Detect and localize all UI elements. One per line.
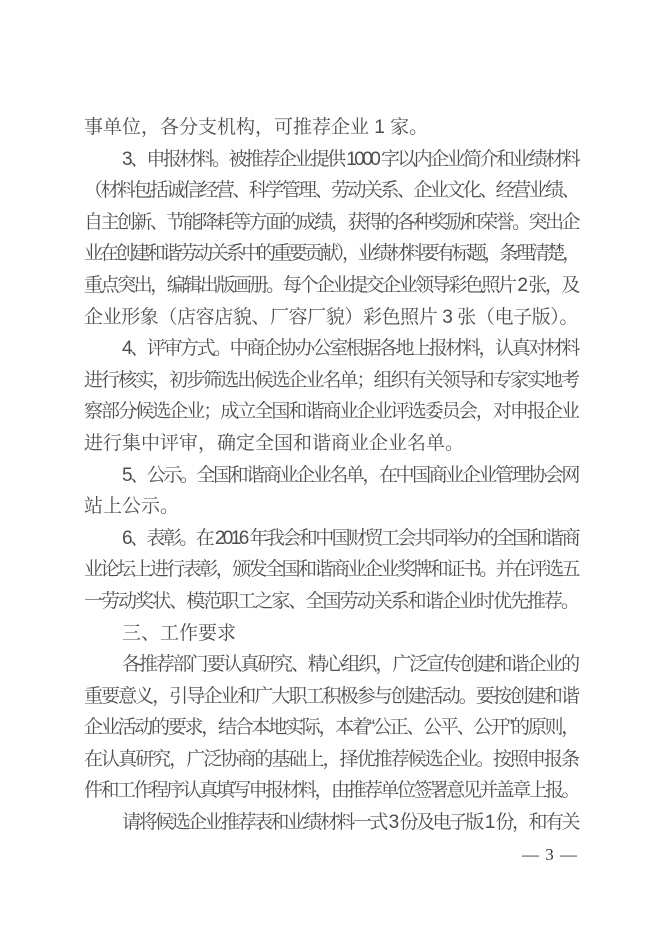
- text-line: 自主创新、节能降耗等方面的成绩，获得的各种奖励和荣誉。突出企: [84, 211, 578, 233]
- text-line: 业论坛上进行表彰，颁发全国和谐商业企业奖牌和证书。并在评选五: [84, 559, 578, 581]
- page-number-footer: — 3 —: [522, 845, 578, 864]
- text-line: 业在创建和谐劳动关系中的重要贡献），业绩材料要有标题，条理清楚，: [84, 243, 578, 265]
- text-line: 3、申报材料。被推荐企业提供 1000 字以内企业简介和业绩材料: [122, 148, 578, 170]
- text-line: 三、工作要求: [122, 622, 237, 644]
- text-line: 进行集中评审，确定全国和谐商业企业名单。: [84, 432, 465, 454]
- text-line: 企业形象（店容店貌、厂容厂貌）彩色照片 3 张（电子版）。: [84, 306, 578, 328]
- text-line: 事单位，各分支机构，可推荐企业 1 家。: [84, 117, 429, 138]
- text-line: 件和工作程序认真填写申报材料，由推荐单位签署意见并盖章上报。: [84, 780, 578, 802]
- text-line: 进行核实，初步筛选出候选企业名单；组织有关领导和专家实地考: [84, 369, 578, 391]
- text-line: 在认真研究，广泛协商的基础上，择优推荐候选企业。按照申报条: [84, 748, 578, 770]
- text-line: 企业活动的要求，结合本地实际，本着“公正、公平、公开”的原则，: [84, 717, 579, 739]
- document-body: [84, 112, 578, 839]
- text-line: 一劳动奖状、模范职工之家、全国劳动关系和谐企业时优先推荐。: [84, 590, 578, 612]
- text-line: 各推荐部门要认真研究、精心组织，广泛宣传创建和谐企业的: [122, 654, 578, 676]
- text-line: 4、评审方式。中商企协办公室根据各地上报材料，认真对材料: [122, 338, 578, 360]
- text-line: 重要意义，引导企业和广大职工积极参与创建活动。要按创建和谐: [84, 685, 578, 707]
- text-line: 站上公示。: [84, 496, 180, 518]
- text-line: （材料包括诚信经营、科学管理、劳动关系、企业文化、经营业绩、: [84, 180, 578, 202]
- text-line: 察部分候选企业；成立全国和谐商业企业评选委员会，对申报企业: [84, 401, 578, 423]
- text-line: 6、表彰。在 2016 年我会和中国财贸工会共同举办的全国和谐商: [122, 527, 578, 549]
- text-line: 重点突出，编辑出版画册。每个企业提交企业领导彩色照片 2 张，及: [84, 274, 578, 296]
- text-line: 请将候选企业推荐表和业绩材料一式 3 份及电子版 1 份，和有关: [122, 812, 578, 834]
- text-line: 5、公示。全国和谐商业企业名单，在中国商业企业管理协会网: [122, 464, 578, 486]
